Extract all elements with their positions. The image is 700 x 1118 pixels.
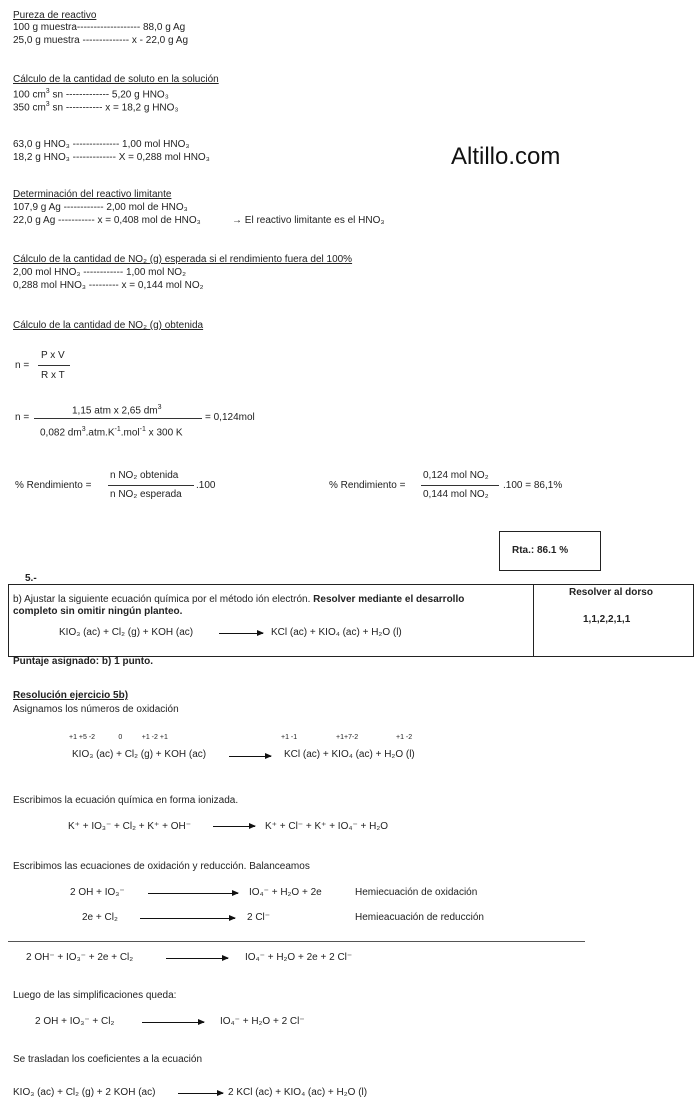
- ideal-gas-numerator: P x V: [41, 350, 65, 361]
- ionic-arrow: [213, 826, 255, 827]
- reduction-half-right: 2 Cl⁻: [247, 912, 271, 923]
- soluto-line-2: 350 $cm^3$ sn ----------- x = 18,2 g HNO₃: [13, 101, 179, 114]
- exercise-equation-arrow: [219, 633, 263, 634]
- oxidation-half-left: 2 OH + IO₃⁻: [70, 887, 125, 898]
- simplification-arrow: [142, 1022, 204, 1023]
- moles-line-1: 63,0 g HNO₃ -------------- 1,00 mol HNO₃: [13, 139, 190, 150]
- rendimiento-left-tail: .100: [196, 480, 216, 491]
- esperada-title: Cálculo de la cantidad de NO₂ (g) esperada si el rendimiento fuera del 100%: [13, 254, 353, 265]
- oxidation-equation-right: KCl (ac) + KIO₄ (ac) + H₂O (l): [284, 749, 415, 760]
- final-intro: Se trasladan los coeficientes a la ecuación: [13, 1054, 203, 1065]
- ionic-right: K⁺ + Cl⁻ + K⁺ + IO₄⁻ + H₂O: [265, 821, 389, 832]
- rendimiento-left-fraction-bar: [108, 485, 194, 486]
- moles-calc-n-label: n =: [15, 412, 30, 423]
- oxidation-equation-left: KIO₃ (ac) + Cl₂ (g) + KOH (ac): [72, 749, 207, 760]
- answer-text: Rta.: 86.1 %: [512, 545, 569, 556]
- final-equation-left: KIO₃ (ac) + Cl₂ (g) + 2 KOH (ac): [13, 1087, 156, 1098]
- oxidation-numbers-kio4: +1+7-2: [336, 734, 359, 741]
- limitante-title: Determinación del reactivo limitante: [13, 189, 172, 200]
- rendimiento-left-denominator: n NO₂ esperada: [110, 489, 182, 500]
- reduction-half-label: Hemieacuación de reducción: [355, 912, 484, 923]
- reduction-half-left: 2e + Cl₂: [82, 912, 118, 923]
- rendimiento-right-denominator: 0,144 mol NO₂: [423, 489, 489, 500]
- final-equation-arrow: [178, 1093, 223, 1094]
- resolver-label: Resolver al dorso: [569, 587, 653, 598]
- rendimiento-left-numerator: n NO₂ obtenida: [110, 470, 179, 481]
- sum-arrow: [166, 958, 228, 959]
- ideal-gas-denominator: R x T: [41, 370, 65, 381]
- esperada-line-2: 0,288 mol HNO₃ --------- x = 0,144 mol NO₂: [13, 280, 204, 291]
- ionic-left: K⁺ + IO₃⁻ + Cl₂ + K⁺ + OH⁻: [68, 821, 191, 832]
- oxidation-half-arrow: [148, 893, 238, 894]
- resolucion-title: Resolución ejercicio 5b): [13, 690, 129, 701]
- sum-left: 2 OH⁻ + IO₃⁻ + 2e + Cl₂: [26, 952, 134, 963]
- limitante-line-2: 22,0 g Ag ----------- x = 0,408 mol de HNO₃: [13, 215, 201, 226]
- ideal-gas-n-label: n =: [15, 360, 30, 371]
- sum-divider: [8, 941, 585, 942]
- sum-right: IO₄⁻ + H₂O + 2e + 2 Cl⁻: [245, 952, 353, 963]
- oxidation-half-label: Hemiecuación de oxidación: [355, 887, 478, 898]
- watermark-logo: Altillo.com: [451, 143, 561, 170]
- moles-calc-numerator: 1,15 atm x 2,65 $dm^3$: [72, 404, 162, 417]
- pureza-line-2: 25,0 g muestra -------------- x - 22,0 g Ag: [13, 35, 189, 46]
- ionic-intro: Escribimos la ecuación química en forma ionizada.: [13, 795, 239, 806]
- exercise-statement-line-1: b) Ajustar la siguiente ecuación química por el método ión electrón. Resolver mediante el desarrollo: [13, 594, 465, 605]
- rendimiento-left-label: % Rendimiento =: [15, 480, 92, 491]
- esperada-line-1: 2,00 mol HNO₃ ------------ 1,00 mol NO₂: [13, 267, 186, 278]
- final-equation-right: 2 KCl (ac) + KIO₄ (ac) + H₂O (l): [228, 1087, 368, 1098]
- simplification-left: 2 OH + IO₃⁻ + Cl₂: [35, 1016, 115, 1027]
- half-reactions-intro: Escribimos las ecuaciones de oxidación y reducción. Balanceamos: [13, 861, 310, 872]
- rendimiento-right-fraction-bar: [421, 485, 499, 486]
- rendimiento-right-numerator: 0,124 mol NO₂: [423, 470, 489, 481]
- simplification-intro: Luego de las simplificaciones queda:: [13, 990, 177, 1001]
- puntaje-text: Puntaje asignado: b) 1 punto.: [13, 656, 153, 667]
- moles-calc-denominator: 0,082 $dm^3.atm.K^{-1}.mol^{-1}$ x 300 K: [40, 426, 183, 439]
- soluto-line-1: 100 $cm^3$ sn ------------- 5,20 g HNO₃: [13, 88, 169, 101]
- rendimiento-right-label: % Rendimiento =: [329, 480, 406, 491]
- moles-calc-result: = 0,124mol: [205, 412, 255, 423]
- moles-calc-fraction-bar: [34, 418, 202, 419]
- exercise-statement-line-2: completo sin omitir ningún planteo.: [13, 606, 183, 617]
- oxidation-numbers-kcl: +1 -1: [281, 734, 298, 741]
- exercise-number: 5.-: [25, 573, 37, 584]
- coefficients-answer: 1,1,2,2,1,1: [583, 614, 631, 625]
- oxidation-numbers-h2o: +1 -2: [396, 734, 413, 741]
- simplification-right: IO₄⁻ + H₂O + 2 Cl⁻: [220, 1016, 305, 1027]
- soluto-title: Cálculo de la cantidad de soluto en la solución: [13, 74, 219, 85]
- exercise-table-divider: [533, 584, 534, 656]
- oxidation-half-right: IO₄⁻ + H₂O + 2e: [249, 887, 322, 898]
- pureza-line-1: 100 g muestra------------------- 88,0 g Ag: [13, 22, 186, 33]
- oxidation-equation-arrow: [229, 756, 271, 757]
- obtenida-title: Cálculo de la cantidad de NO₂ (g) obtenida: [13, 320, 204, 331]
- resolucion-intro: Asignamos los números de oxidación: [13, 704, 179, 715]
- limitante-conclusion: → El reactivo limitante es el HNO₃: [232, 215, 385, 226]
- rendimiento-right-tail: .100 = 86,1%: [503, 480, 563, 491]
- limitante-line-1: 107,9 g Ag ------------ 2,00 mol de HNO₃: [13, 202, 188, 213]
- moles-line-2: 18,2 g HNO₃ ------------- X = 0,288 mol HNO₃: [13, 152, 210, 163]
- pureza-title: Pureza de reactivo: [13, 10, 97, 21]
- exercise-equation-right: KCl (ac) + KIO₄ (ac) + H₂O (l): [271, 627, 402, 638]
- ideal-gas-fraction-bar: [38, 365, 70, 366]
- exercise-equation-left: KIO₃ (ac) + Cl₂ (g) + KOH (ac): [59, 627, 194, 638]
- oxidation-numbers-left: +1 +5 -2 0 +1 -2 +1: [69, 734, 168, 741]
- reduction-half-arrow: [140, 918, 235, 919]
